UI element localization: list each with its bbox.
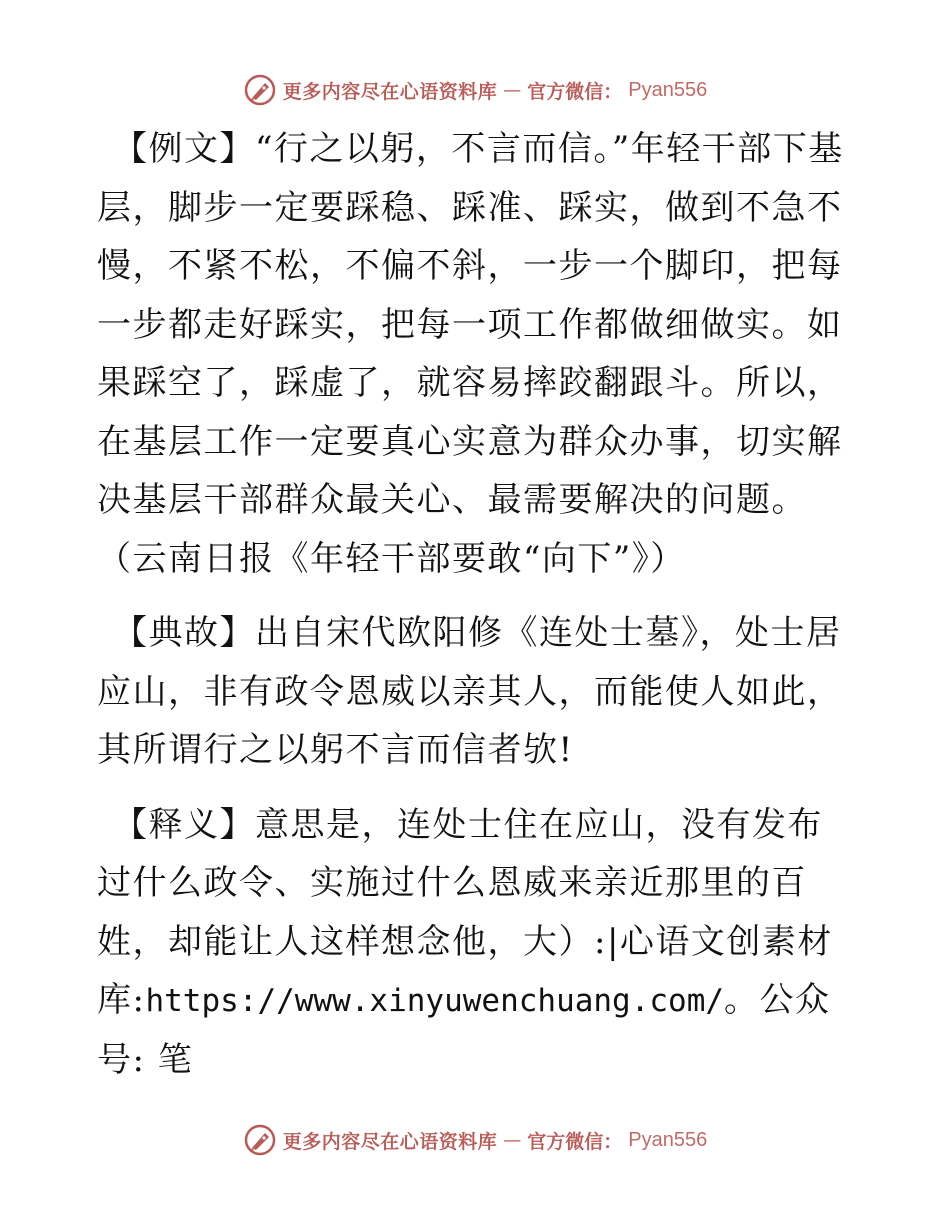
banner-dash: — (503, 79, 522, 101)
paragraph-body: 出自宋代欧阳修《连处士墓》，处士居应山，非有政令恩威以亲其人，而能使人如此，其所谓行之以躬不言而信者欤! (97, 613, 843, 770)
pen-nib-logo-icon (243, 73, 277, 107)
paragraph-tag: 【例文】 (113, 129, 255, 169)
banner-wechat-label: 官方微信： (527, 80, 623, 103)
pen-nib-logo-icon (243, 1123, 277, 1157)
banner-text: 更多内容尽在心语资料库 (282, 80, 498, 103)
paragraph-body: “行之以躬，不言而信。”年轻干部下基层，脚步一定要踩稳、踩准、踩实，做到不急不慢，不紧不松，不偏不斜，一步一个脚印，把每一步都走好踩实，把每一项工作都做细做实。如果踩空了，踩虚了，就容易摔跤翻跟斗。所以，在基层工作一定要真心实意为群众办事，切实解决基层干部群众最关心、最需要解决的问题。（云南日报《年轻干部要敢“向下”》） (97, 129, 844, 579)
paragraph-allusion (97, 604, 857, 780)
header-watermark-banner (0, 70, 950, 110)
banner-wechat-id: Pyan556 (628, 1128, 708, 1151)
banner-dash: — (503, 1129, 522, 1151)
banner-wechat-label: 官方微信： (527, 1130, 623, 1153)
paragraph-meaning (97, 796, 857, 1090)
banner-text: 更多内容尽在心语资料库 (282, 1130, 498, 1153)
paragraph-example (97, 120, 857, 588)
paragraph-tag: 【释义】 (113, 804, 255, 845)
paragraph-tail: 。公众号: 笔 (97, 980, 831, 1080)
document-body (97, 120, 857, 1089)
paragraph-body: 意思是，连处士住在应山，没有发布过什么政令、实施过什么恩威来亲近那里的百姓，却能让人这样想念他，大）:|心语文创素材库: (97, 804, 833, 1020)
banner-wechat-id: Pyan556 (628, 78, 708, 101)
website-url: https://www.xinyuwenchuang.com/ (145, 983, 725, 1019)
paragraph-tag: 【典故】 (113, 613, 255, 653)
footer-watermark-banner (0, 1120, 950, 1160)
